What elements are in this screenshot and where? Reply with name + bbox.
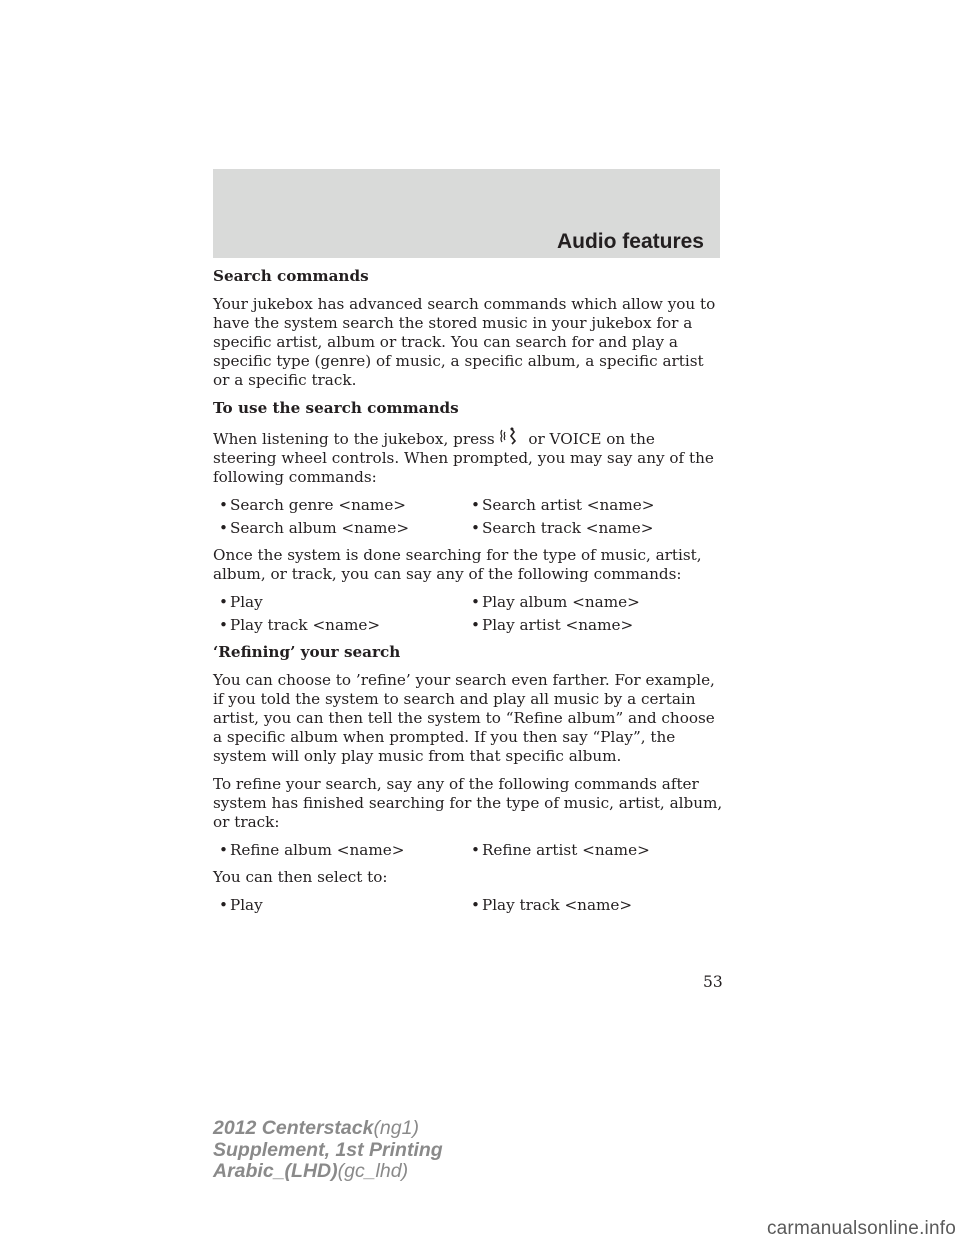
footer-code: (ng1) (373, 1117, 419, 1139)
list-item: • Search genre <name> (213, 496, 465, 515)
use-search-heading: To use the search commands (213, 399, 459, 417)
instruction-text-after-icon: or VOICE on the steering wheel controls. When prompted, you may say any of the following commands: (213, 430, 714, 486)
watermark-text: carmanualsonline.info (766, 1218, 956, 1239)
list-item: • Play track <name> (213, 616, 465, 635)
after-search-text: Once the system is done searching for the type of music, artist, album, or track, you can say any of the following commands: (213, 546, 702, 583)
list-item: • Play album <name> (465, 593, 723, 612)
list-item: • Refine album <name> (213, 841, 465, 860)
select-commands-list (213, 896, 723, 915)
instruction-text-before-icon: When listening to the jukebox, press (213, 430, 495, 448)
footer-line-1 (213, 1118, 443, 1140)
list-item: • Search album <name> (213, 519, 465, 538)
section-title: Audio features (556, 230, 704, 253)
use-search-instruction (213, 427, 723, 487)
then-select-text: You can then select to: (213, 868, 388, 886)
refine-commands-list (213, 841, 723, 860)
list-item: • Play track <name> (465, 896, 723, 915)
list-item: • Play artist <name> (465, 616, 723, 635)
refining-heading: ‘Refining’ your search (213, 643, 401, 661)
voice-command-icon (500, 427, 520, 443)
page-content (213, 267, 723, 923)
list-item: • Play (213, 896, 465, 915)
list-item: • Search artist <name> (465, 496, 723, 515)
page-number: 53 (703, 973, 723, 991)
refining-instruction: To refine your search, say any of the following commands after system has finished searching for the type of music, artist, album, or track: (213, 775, 723, 831)
print-footer (213, 1118, 443, 1183)
search-commands-heading: Search commands (213, 267, 369, 285)
search-commands-intro: Your jukebox has advanced search commands which allow you to have the system search the stored music in your jukebox for a specific artist, album or track. You can search for and play a specific type (genre) of music, a specific album, a specific artist or a specific track. (213, 295, 716, 389)
search-commands-list (213, 496, 723, 538)
refining-intro: You can choose to ’refine’ your search even farther. For example, if you told the system to search and play all music by a certain artist, you can then tell the system to “Refine album” and choose a specific album when prompted. If you then say “Play”, the system will only play music from that specific album. (213, 671, 715, 765)
footer-line-3 (213, 1161, 443, 1183)
footer-market: Arabic_(LHD) (213, 1160, 338, 1182)
list-item: • Search track <name> (465, 519, 723, 538)
footer-line-2: Supplement, 1st Printing (213, 1138, 443, 1161)
list-item: • Play (213, 593, 465, 612)
list-item: • Refine artist <name> (465, 841, 723, 860)
footer-title: 2012 Centerstack (213, 1117, 374, 1139)
play-commands-list (213, 593, 723, 635)
footer-market-code: (gc_lhd) (337, 1160, 409, 1182)
section-header-band (213, 169, 720, 258)
